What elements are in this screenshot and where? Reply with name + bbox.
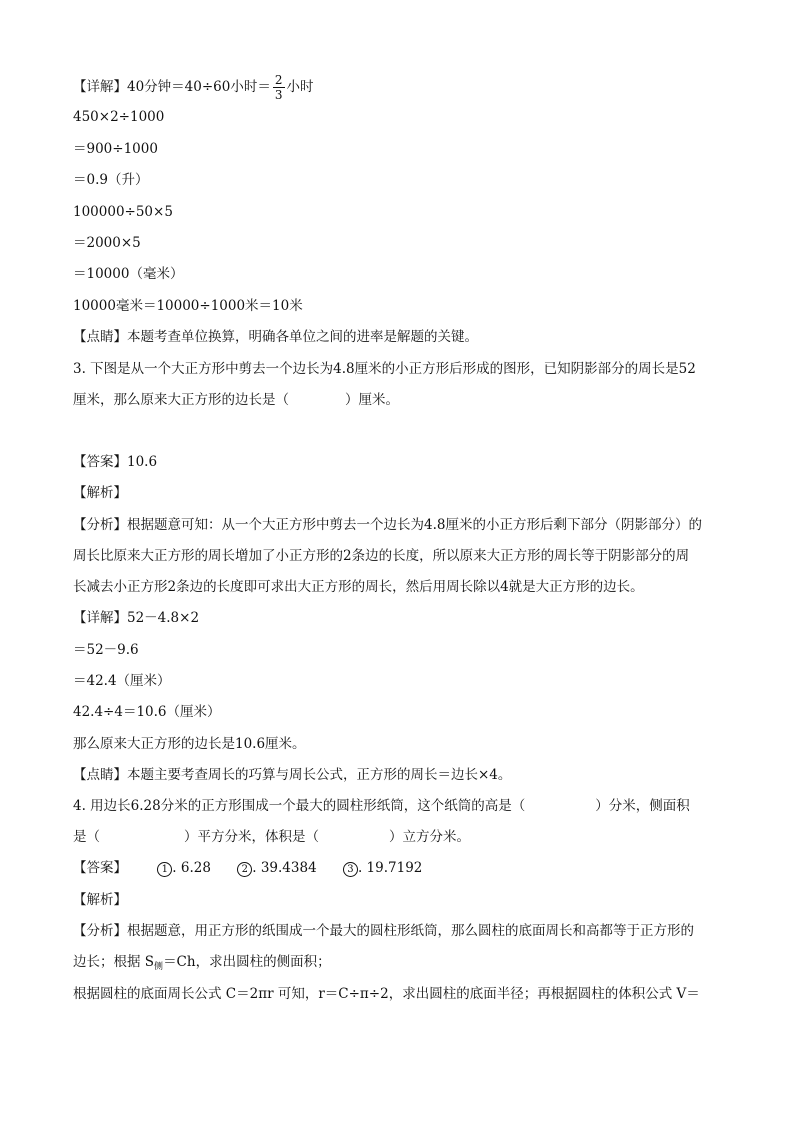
answer-line-4 [73,859,422,877]
answer-value-3: . 19.7192 [357,860,423,876]
analysis-line: 长减去小正方形2条边的长度即可求出大正方形的周长，然后用周长除以4就是大正方形的边长。 [73,579,644,595]
key-point-line: 【点睛】本题考查单位换算，明确各单位之间的进率是解题的关键。 [73,329,478,345]
question-text: ）立方分米。 [389,829,470,845]
fraction-numerator: 2 [274,73,283,87]
detail-line-time-conversion [73,73,314,102]
analysis-text: ＝Ch，求出圆柱的侧面积； [163,954,331,970]
analysis-line [73,953,331,976]
circled-number-3: 3 [343,862,358,877]
subscript: 侧 [154,962,164,972]
question-text: ）分米，侧面积 [595,798,690,814]
circled-number-1: 1 [157,862,172,877]
detail-unit: 小时 [286,79,314,95]
calc-line: 450×2÷1000 [73,109,165,125]
calc-line: 【详解】52－4.8×2 [73,610,200,626]
fraction [273,73,285,102]
answer-line: 【答案】10.6 [73,454,158,470]
conclusion-line: 那么原来大正方形的边长是10.6厘米。 [73,736,306,752]
question-text: 是（ [73,829,100,845]
calc-line: ＝42.4（厘米） [73,673,171,689]
calc-line: 100000÷50×5 [73,204,173,220]
question-3-line-1: 3. 下图是从一个大正方形中剪去一个边长为4.8厘米的小正方形后形成的图形，已知阴影部分的周长是52 [73,361,696,377]
question-4-line-2 [73,828,470,846]
analysis-heading: 【解析】 [73,892,127,908]
analysis-line: 周长比原来大正方形的周长增加了小正方形的2条边的长度，所以原来大正方形的周长等于阴影部分的周 [73,548,690,564]
calc-line: 42.4÷4＝10.6（厘米） [73,704,221,720]
calc-line: ＝900÷1000 [73,141,158,157]
analysis-heading: 【解析】 [73,485,127,501]
key-point-line: 【点睛】本题主要考查周长的巧算与周长公式，正方形的周长＝边长×4。 [73,767,512,783]
question-text: ）平方分米，体积是（ [184,829,319,845]
detail-text: 【详解】40分钟＝40÷60小时＝ [73,79,271,95]
answer-label: 【答案】 [73,860,127,876]
circled-number-2: 2 [237,862,252,877]
question-text: ）厘米。 [345,392,399,408]
fraction-denominator: 3 [274,88,283,102]
calc-line: ＝2000×5 [73,235,141,251]
analysis-text: 边长；根据 S [73,954,155,970]
question-3-line-2 [73,391,399,409]
question-text: 4. 用边长6.28分米的正方形围成一个最大的圆柱形纸筒，这个纸筒的高是（ [73,798,526,814]
calc-line: ＝0.9（升） [73,172,149,188]
question-text: 厘米，那么原来大正方形的边长是（ [73,392,289,408]
answer-value-2: . 39.4384 [252,860,317,876]
calc-line: ＝52－9.6 [73,642,139,658]
analysis-line: 根据圆柱的底面周长公式 C＝2πr 可知，r＝C÷π÷2，求出圆柱的底面半径；再根据圆柱的体积公式 V＝ [73,986,700,1002]
calc-line: 10000毫米＝10000÷1000米＝10米 [73,298,303,314]
answer-value-1: . 6.28 [172,860,211,876]
analysis-line: 【分析】根据题意可知：从一个大正方形中剪去一个边长为4.8厘米的小正方形后剩下部分（阴影部分）的 [73,517,702,533]
analysis-line: 【分析】根据题意，用正方形的纸围成一个最大的圆柱形纸筒，那么圆柱的底面周长和高都等于正方形的 [73,923,694,939]
calc-line: ＝10000（毫米） [73,266,184,282]
question-4-line-1 [73,797,690,815]
